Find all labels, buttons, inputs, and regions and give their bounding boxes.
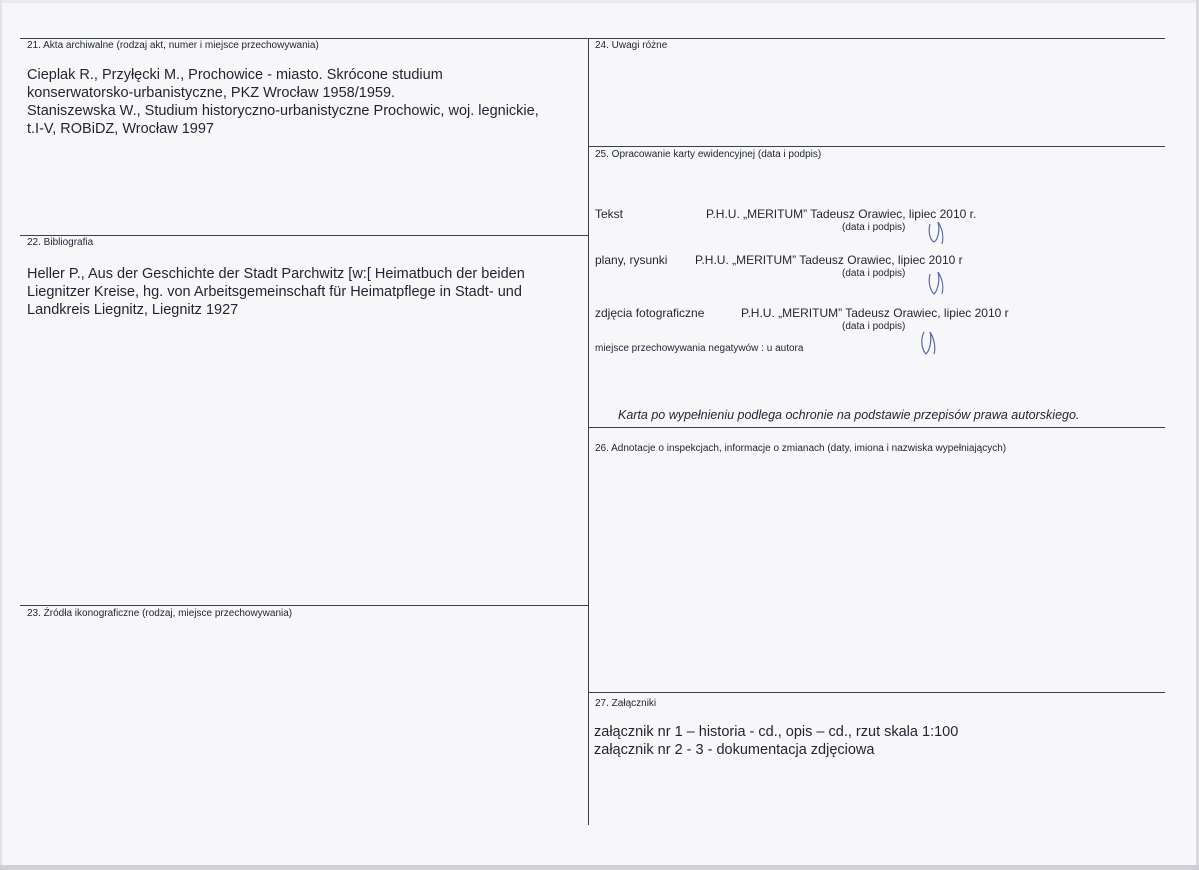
section-24-label: 24. Uwagi różne	[595, 40, 668, 51]
column-divider	[588, 38, 589, 825]
section-27-line: załącznik nr 1 – historia - cd., opis – cd., rzut skala 1:100	[594, 724, 959, 740]
divider-21-22	[20, 235, 588, 236]
zdjecia-sub: (data i podpis)	[842, 321, 906, 332]
section-21-line: Staniszewska W., Studium historyczno-urbanistyczne Prochowic, woj. legnickie,	[27, 103, 539, 119]
section-25-label: 25. Opracowanie karty ewidencyjnej (data i podpis)	[595, 149, 822, 160]
section-22-line: Heller P., Aus der Geschichte der Stadt Parchwitz [w:[ Heimatbuch der beiden	[27, 266, 525, 282]
section-22-content	[27, 265, 525, 319]
signature-icon	[924, 216, 950, 246]
section-22-label: 22. Bibliografia	[27, 237, 94, 248]
divider-25-26	[588, 427, 1165, 428]
section-21-content	[27, 66, 539, 138]
tekst-value: P.H.U. „MERITUM” Tadeusz Orawiec, lipiec 2010 r.	[706, 207, 977, 221]
divider-26-27	[588, 692, 1165, 693]
section-21-line: Cieplak R., Przyłęcki M., Prochowice - miasto. Skrócone studium	[27, 67, 443, 83]
plany-value: P.H.U. „MERITUM” Tadeusz Orawiec, lipiec 2010 r	[695, 253, 963, 267]
page-edge-left	[0, 0, 2, 870]
section-27-label: 27. Załączniki	[595, 698, 657, 709]
section-21-line: t.I-V, ROBiDZ, Wrocław 1997	[27, 121, 214, 137]
section-22-line: Landkreis Liegnitz, Liegnitz 1927	[27, 302, 239, 318]
plany-sub: (data i podpis)	[842, 268, 906, 279]
section-23-label: 23. Źródła ikonograficzne (rodzaj, miejsce przechowywania)	[27, 608, 293, 619]
tekst-label: Tekst	[595, 207, 624, 221]
signature-icon	[924, 268, 950, 298]
section-21-label: 21. Akta archiwalne (rodzaj akt, numer i miejsce przechowywania)	[27, 40, 319, 51]
negatywy-text: miejsce przechowywania negatywów : u autora	[595, 343, 804, 354]
copyright-note: Karta po wypełnieniu podlega ochronie na podstawie przepisów prawa autorskiego.	[618, 408, 1080, 422]
page-edge-top	[0, 0, 1199, 3]
signature-icon	[916, 326, 942, 356]
section-21-line: konserwatorsko-urbanistyczne, PKZ Wrocław 1958/1959.	[27, 85, 396, 101]
divider-24-25	[588, 146, 1165, 147]
section-27-line: załącznik nr 2 - 3 - dokumentacja zdjęciowa	[594, 742, 875, 758]
tekst-sub: (data i podpis)	[842, 222, 906, 233]
section-22-line: Liegnitzer Kreise, hg. von Arbeitsgemeinschaft für Heimatpflege in Stadt- und	[27, 284, 522, 300]
zdjecia-label: zdjęcia fotograficzne	[595, 306, 705, 320]
section-27-content	[594, 723, 958, 759]
page-edge-bottom	[0, 865, 1199, 870]
zdjecia-value: P.H.U. „MERITUM” Tadeusz Orawiec, lipiec 2010 r	[741, 306, 1009, 320]
divider-22-23	[20, 605, 588, 606]
section-26-label: 26. Adnotacje o inspekcjach, informacje o zmianach (daty, imiona i nazwiska wypełniających)	[595, 443, 1007, 454]
plany-label: plany, rysunki	[595, 253, 668, 267]
top-border-line	[20, 38, 1165, 39]
